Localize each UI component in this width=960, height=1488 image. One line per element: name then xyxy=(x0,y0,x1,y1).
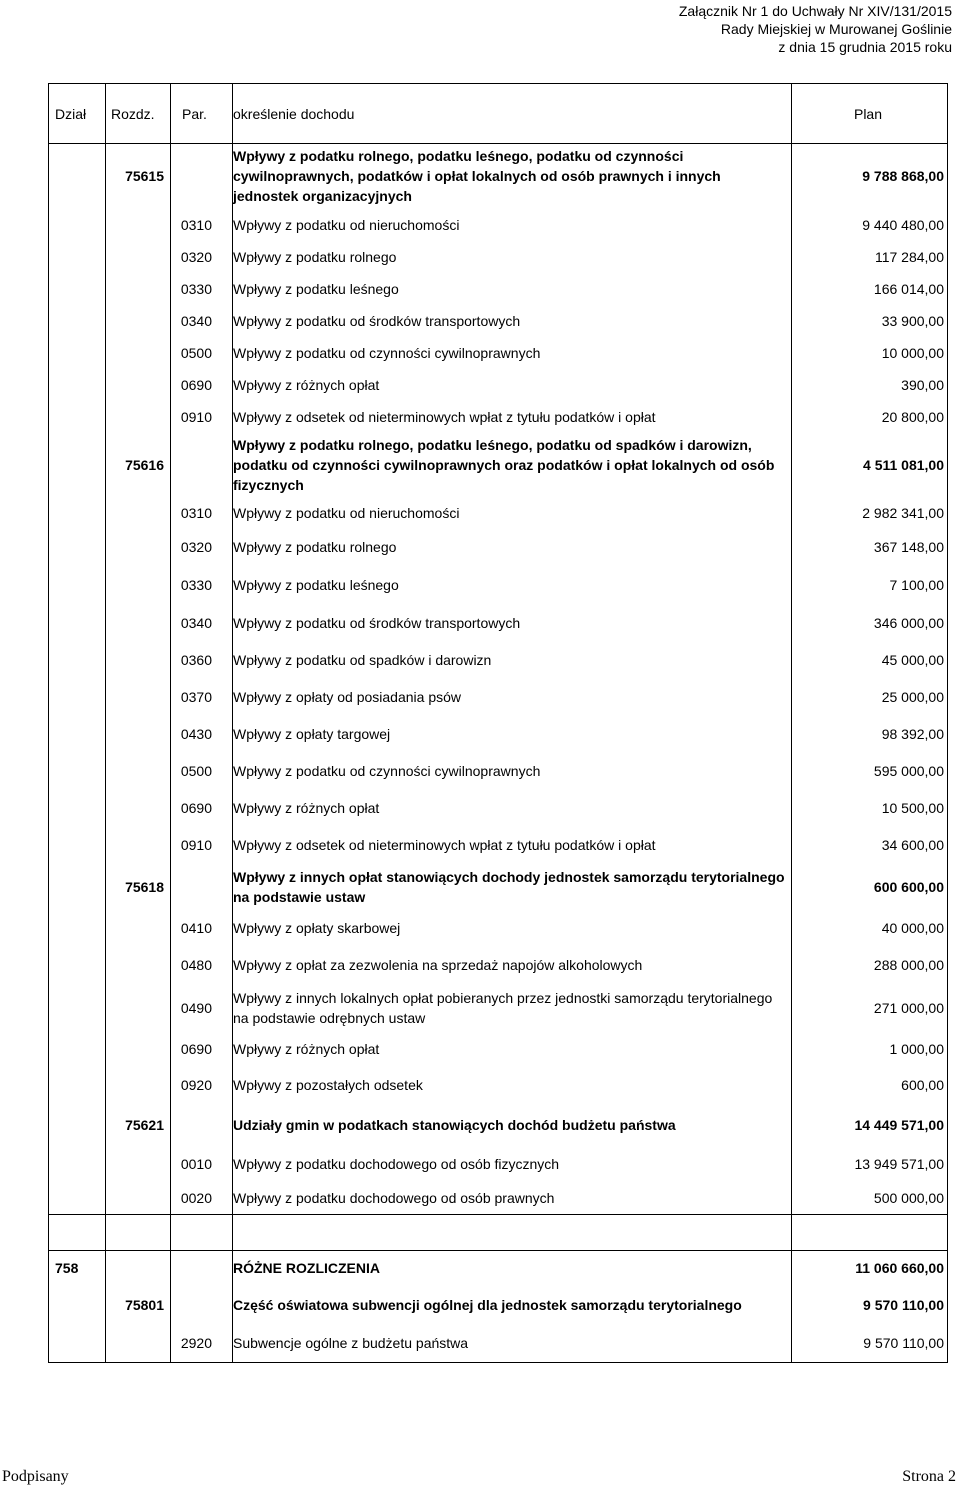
cell-description: Wpływy z pozostałych odsetek xyxy=(233,1076,423,1093)
cell-description: Subwencje ogólne z budżetu państwa xyxy=(233,1334,469,1351)
cell-description: Wpływy z odsetek od nieterminowych wpłat z tytułu podatków i opłat xyxy=(233,408,656,425)
cell-plan: 2 982 341,00 xyxy=(862,505,944,521)
table-row xyxy=(49,1181,947,1214)
cell-description: Wpływy z podatku rolnego xyxy=(233,539,397,555)
cell-plan: 600,00 xyxy=(901,1076,944,1093)
cell-par: 0920 xyxy=(180,1076,212,1093)
cell-plan: 9 440 480,00 xyxy=(862,217,944,233)
table-row xyxy=(49,528,947,566)
cell-par: 0360 xyxy=(180,651,212,668)
cell-description: Wpływy z różnych opłat xyxy=(233,377,380,393)
cell-plan: 25 000,00 xyxy=(881,688,944,705)
column-header-par: Par. xyxy=(182,105,207,122)
cell-plan: 271 000,00 xyxy=(873,999,944,1016)
table-row xyxy=(49,752,947,789)
cell-description: Wpływy z różnych opłat xyxy=(233,1040,380,1057)
table-row xyxy=(49,604,947,641)
cell-par: 0020 xyxy=(180,1189,212,1206)
cell-plan: 500 000,00 xyxy=(873,1189,944,1206)
footer-page-number: Strona 2 xyxy=(902,1468,956,1485)
cell-par: 0340 xyxy=(180,313,212,329)
cell-plan: 7 100,00 xyxy=(889,577,944,593)
cell-description: Wpływy z podatku od nieruchomości xyxy=(233,217,460,233)
cell-par: 0320 xyxy=(180,249,212,265)
cell-par: 0370 xyxy=(180,688,212,705)
column-header-plan: Plan xyxy=(853,105,883,122)
cell-par: 0910 xyxy=(180,836,212,853)
table-row xyxy=(49,789,947,826)
cell-plan: 9 788 868,00 xyxy=(862,168,944,184)
cell-description: Wpływy z podatku leśnego xyxy=(233,281,399,297)
table-row xyxy=(49,715,947,752)
header-line-2: Rady Miejskiej w Murowanej Goślinie xyxy=(720,21,952,37)
table-row xyxy=(49,1066,947,1103)
cell-description: Wpływy z podatku od czynności cywilnoprawnych xyxy=(233,345,541,361)
cell-par: 0320 xyxy=(180,539,212,555)
table-row xyxy=(49,984,947,1031)
cell-description: Wpływy z opłaty od posiadania psów xyxy=(233,688,462,705)
cell-description: Wpływy z opłaty skarbowej xyxy=(233,920,401,936)
cell-plan: 33 900,00 xyxy=(881,313,944,329)
cell-plan: 595 000,00 xyxy=(873,762,944,779)
table-row xyxy=(49,910,947,946)
cell-description: Wpływy z innych opłat stanowiących dochody jednostek samorządu terytorialnego na podstawie ustaw xyxy=(233,868,785,905)
cell-description: Wpływy z podatku rolnego xyxy=(233,249,397,265)
table-row xyxy=(49,209,947,241)
cell-description: Wpływy z podatku od spadków i darowizn xyxy=(233,651,492,668)
table-row xyxy=(49,863,947,910)
table-row xyxy=(49,273,947,305)
table-row xyxy=(49,1103,947,1146)
table-row xyxy=(49,241,947,273)
cell-plan: 117 284,00 xyxy=(874,249,944,265)
cell-description: Wpływy z podatku od środków transportowych xyxy=(233,614,521,631)
row-divider xyxy=(49,1214,947,1215)
cell-par: 0340 xyxy=(180,614,212,631)
cell-par: 0500 xyxy=(180,762,212,779)
cell-description: Wpływy z opłat za zezwolenia na sprzedaż napojów alkoholowych xyxy=(233,957,643,973)
table-row xyxy=(49,1250,947,1286)
cell-plan: 98 392,00 xyxy=(881,725,944,742)
footer-signed: Podpisany xyxy=(2,1468,69,1485)
cell-plan: 166 014,00 xyxy=(873,281,944,297)
table-row xyxy=(49,369,947,401)
column-header-name: określenie dochodu xyxy=(233,105,355,122)
column-header-dzial: Dział xyxy=(55,105,87,122)
cell-par: 0490 xyxy=(180,999,212,1016)
cell-description: Wpływy z podatku od środków transportowych xyxy=(233,313,521,329)
cell-par: 0910 xyxy=(180,408,212,425)
cell-rozdz: 75618 xyxy=(125,878,164,895)
table-row xyxy=(49,566,947,604)
table-row xyxy=(49,1031,947,1066)
cell-description: RÓŻNE ROZLICZENIA xyxy=(233,1260,380,1276)
cell-par: 0310 xyxy=(180,505,212,521)
cell-plan: 367 148,00 xyxy=(873,539,944,555)
cell-plan: 390,00 xyxy=(901,377,944,393)
cell-par: 0500 xyxy=(180,345,212,361)
cell-plan: 9 570 110,00 xyxy=(863,1296,944,1313)
cell-description: Wpływy z podatku dochodowego od osób prawnych xyxy=(233,1189,555,1206)
cell-description: Wpływy z innych lokalnych opłat pobieranych przez jednostki samorządu terytorialnego na podstawie odrębnych ustaw xyxy=(233,989,773,1026)
cell-plan: 13 949 571,00 xyxy=(854,1155,944,1172)
header-line-3: z dnia 15 grudnia 2015 roku xyxy=(778,39,952,55)
table-row xyxy=(49,1286,947,1323)
table-row xyxy=(49,143,947,209)
cell-par: 0430 xyxy=(180,725,212,742)
cell-description: Część oświatowa subwencji ogólnej dla jednostek samorządu terytorialnego xyxy=(233,1296,742,1313)
table-row xyxy=(49,305,947,337)
header-line-1: Załącznik Nr 1 do Uchwały Nr XIV/131/2015 xyxy=(678,3,952,19)
cell-rozdz: 75801 xyxy=(125,1296,164,1313)
cell-plan: 14 449 571,00 xyxy=(854,1116,944,1133)
cell-par: 0480 xyxy=(180,957,212,973)
table-row xyxy=(49,641,947,678)
cell-dzial: 758 xyxy=(55,1260,79,1276)
cell-plan: 1 000,00 xyxy=(889,1040,944,1057)
cell-plan: 45 000,00 xyxy=(881,651,944,668)
cell-plan: 288 000,00 xyxy=(873,957,944,973)
cell-description: Wpływy z odsetek od nieterminowych wpłat z tytułu podatków i opłat xyxy=(233,836,656,853)
document-header xyxy=(679,2,952,56)
table-row xyxy=(49,401,947,432)
cell-plan: 9 570 110,00 xyxy=(863,1334,944,1351)
table-row xyxy=(49,1323,947,1362)
table-header-row xyxy=(49,84,947,143)
table-row xyxy=(49,432,947,498)
cell-par: 0010 xyxy=(180,1155,212,1172)
cell-description: Wpływy z różnych opłat xyxy=(233,799,380,816)
cell-par: 0330 xyxy=(180,281,212,297)
table-row xyxy=(49,1146,947,1181)
cell-plan: 346 000,00 xyxy=(873,614,944,631)
cell-par: 2920 xyxy=(180,1334,212,1351)
cell-plan: 11 060 660,00 xyxy=(855,1260,944,1276)
cell-description: Udziały gmin w podatkach stanowiących dochód budżetu państwa xyxy=(233,1116,676,1133)
column-header-rozdz: Rozdz. xyxy=(111,105,155,122)
cell-rozdz: 75616 xyxy=(125,457,164,473)
cell-par: 0690 xyxy=(180,377,212,393)
cell-description: Wpływy z podatku leśnego xyxy=(233,577,399,593)
cell-par: 0690 xyxy=(180,799,212,816)
cell-rozdz: 75621 xyxy=(125,1116,164,1133)
cell-par: 0410 xyxy=(180,920,212,936)
cell-par: 0310 xyxy=(180,217,212,233)
cell-par: 0330 xyxy=(180,577,212,593)
cell-plan: 10 000,00 xyxy=(881,345,944,361)
table-row xyxy=(49,826,947,863)
cell-plan: 34 600,00 xyxy=(881,836,944,853)
table-row xyxy=(49,337,947,369)
cell-description: Wpływy z podatku od nieruchomości xyxy=(233,505,460,521)
table-row xyxy=(49,498,947,528)
cell-rozdz: 75615 xyxy=(125,168,164,184)
table-row xyxy=(49,678,947,715)
cell-description: Wpływy z podatku rolnego, podatku leśnego, podatku od czynności cywilnoprawnych, podatków i opłat lokalnych od osób prawnych i innych jednostek organizacyjnych xyxy=(233,148,721,204)
cell-plan: 40 000,00 xyxy=(881,920,944,936)
cell-par: 0690 xyxy=(180,1040,212,1057)
cell-plan: 600 600,00 xyxy=(873,878,944,895)
cell-plan: 10 500,00 xyxy=(881,799,944,816)
cell-plan: 20 800,00 xyxy=(881,408,944,425)
cell-description: Wpływy z podatku rolnego, podatku leśnego, podatku od spadków i darowizn, podatku od czynności cywilnoprawnych oraz podatków i opłat lokalnych od osób fizycznych xyxy=(233,437,775,493)
cell-description: Wpływy z podatku od czynności cywilnoprawnych xyxy=(233,762,541,779)
cell-plan: 4 511 081,00 xyxy=(863,457,944,473)
cell-description: Wpływy z podatku dochodowego od osób fizycznych xyxy=(233,1155,560,1172)
income-table xyxy=(48,83,948,1363)
cell-description: Wpływy z opłaty targowej xyxy=(233,725,391,742)
table-row xyxy=(49,946,947,984)
